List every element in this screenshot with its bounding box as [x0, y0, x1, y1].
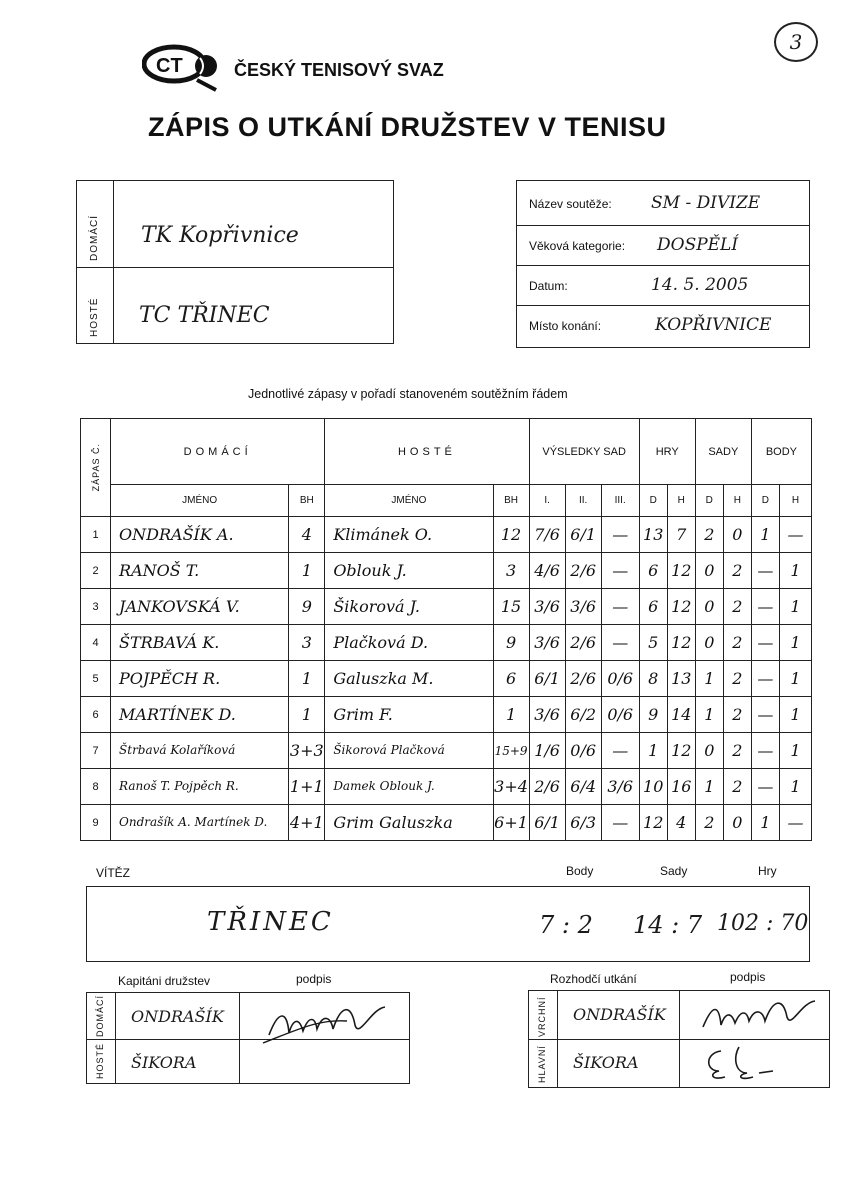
set2-score: 6/4 [565, 769, 601, 805]
winner-box [86, 886, 810, 962]
home-name: RANOŠ T. [111, 553, 289, 589]
page-number: 3 [789, 30, 803, 54]
games-home: 6 [639, 553, 667, 589]
sets-home: 2 [695, 805, 723, 841]
games-guest: 12 [667, 625, 695, 661]
sets-guest: 2 [723, 733, 751, 769]
games-guest: 12 [667, 589, 695, 625]
table-row [81, 697, 812, 733]
sets-home: 0 [695, 733, 723, 769]
referees-sign-label: podpis [730, 970, 766, 984]
sets-guest: 0 [723, 517, 751, 553]
home-name: Ondrašík A. Martínek D. [111, 805, 289, 841]
sub-games-h: H [667, 485, 695, 517]
set2-score: 6/1 [565, 517, 601, 553]
winner-sets-label: Sady [660, 864, 688, 878]
guest-bh: 3 [493, 553, 529, 589]
sub-name-guest: JMÉNO [325, 485, 493, 517]
sub-bh-guest: BH [493, 485, 529, 517]
set2-score: 3/6 [565, 589, 601, 625]
teams-box [76, 180, 394, 344]
games-guest: 16 [667, 769, 695, 805]
sub-set3: III. [601, 485, 639, 517]
table-row [81, 661, 812, 697]
table-row [81, 553, 812, 589]
games-home: 8 [639, 661, 667, 697]
org-name: ČESKÝ TENISOVÝ SVAZ [234, 60, 444, 80]
table-row [81, 769, 812, 805]
games-home: 9 [639, 697, 667, 733]
match-info-box [516, 180, 810, 348]
place-label: Místo konání: [529, 319, 602, 333]
set3-score: 0/6 [601, 661, 639, 697]
guest-bh: 15+9 [493, 733, 529, 769]
referees-label: Rozhodčí utkání [550, 972, 637, 986]
games-home: 1 [639, 733, 667, 769]
col-guest: HOSTÉ [325, 419, 529, 485]
games-guest: 12 [667, 553, 695, 589]
guest-name: Klimánek O. [325, 517, 493, 553]
referee-chief-name: ONDRAŠÍK [573, 1005, 666, 1024]
winner-points: 7 : 2 [539, 911, 593, 939]
set1-score: 2/6 [529, 769, 565, 805]
guest-bh: 6 [493, 661, 529, 697]
competition-label: Název soutěže: [529, 197, 612, 211]
points-home: — [751, 625, 779, 661]
sub-sets-d: D [695, 485, 723, 517]
competition-value: SM - DIVIZE [651, 193, 761, 213]
sub-games-d: D [639, 485, 667, 517]
games-home: 5 [639, 625, 667, 661]
home-name: POJPĚCH R. [111, 661, 289, 697]
sets-guest: 0 [723, 805, 751, 841]
points-home: — [751, 769, 779, 805]
guest-bh: 12 [493, 517, 529, 553]
referee-chief-label: VRCHNÍ [537, 996, 547, 1037]
guest-name: Grim F. [325, 697, 493, 733]
home-name: JANKOVSKÁ V. [111, 589, 289, 625]
col-match-no: ZÁPAS Č. [90, 443, 101, 492]
games-home: 12 [639, 805, 667, 841]
match-no: 8 [81, 769, 111, 805]
home-bh: 1 [289, 553, 325, 589]
sub-points-d: D [751, 485, 779, 517]
guest-name: Šikorová J. [325, 589, 493, 625]
points-guest: 1 [779, 589, 811, 625]
home-name: Štrbavá Kolaříková [111, 733, 289, 769]
sub-name-home: JMÉNO [111, 485, 289, 517]
place-value: KOPŘIVNICE [655, 315, 772, 335]
sub-set1: I. [529, 485, 565, 517]
sets-home: 0 [695, 553, 723, 589]
set1-score: 3/6 [529, 625, 565, 661]
col-points: BODY [751, 419, 811, 485]
set3-score: — [601, 517, 639, 553]
matches-table [80, 418, 812, 841]
home-team-name: TK Kopřivnice [141, 223, 299, 248]
home-name: ONDRAŠÍK A. [111, 517, 289, 553]
points-guest: 1 [779, 733, 811, 769]
match-no: 3 [81, 589, 111, 625]
home-bh: 3+3 [289, 733, 325, 769]
set1-score: 4/6 [529, 553, 565, 589]
guest-bh: 15 [493, 589, 529, 625]
points-guest: 1 [779, 625, 811, 661]
home-bh: 4+1 [289, 805, 325, 841]
points-home: 1 [751, 805, 779, 841]
col-results: VÝSLEDKY SAD [529, 419, 639, 485]
guest-name: Šikorová Plačková [325, 733, 493, 769]
home-label: DOMÁCÍ [89, 215, 100, 261]
guest-bh: 1 [493, 697, 529, 733]
guest-name: Grim Galuszka [325, 805, 493, 841]
set3-score: — [601, 589, 639, 625]
match-no: 1 [81, 517, 111, 553]
guest-name: Galuszka M. [325, 661, 493, 697]
guest-bh: 6+1 [493, 805, 529, 841]
logo [142, 42, 222, 92]
table-row [81, 625, 812, 661]
sets-home: 2 [695, 517, 723, 553]
svg-text:CT: CT [156, 55, 183, 77]
games-home: 13 [639, 517, 667, 553]
sub-bh-home: BH [289, 485, 325, 517]
captain-guest-label: HOSTÉ [95, 1042, 105, 1079]
sets-home: 1 [695, 661, 723, 697]
set3-score: 3/6 [601, 769, 639, 805]
table-row [81, 517, 812, 553]
set1-score: 3/6 [529, 589, 565, 625]
set2-score: 0/6 [565, 733, 601, 769]
match-no: 7 [81, 733, 111, 769]
set2-score: 2/6 [565, 625, 601, 661]
match-no: 6 [81, 697, 111, 733]
guest-name: Damek Oblouk J. [325, 769, 493, 805]
match-no: 5 [81, 661, 111, 697]
winner-points-label: Body [566, 864, 594, 878]
set3-score: — [601, 733, 639, 769]
winner-label: VÍTĚZ [96, 866, 131, 880]
points-guest: 1 [779, 553, 811, 589]
games-home: 6 [639, 589, 667, 625]
points-guest: 1 [779, 697, 811, 733]
match-no: 2 [81, 553, 111, 589]
referee-chief-signature [695, 995, 821, 1039]
date-value: 14. 5. 2005 [651, 275, 749, 295]
set1-score: 1/6 [529, 733, 565, 769]
set2-score: 6/3 [565, 805, 601, 841]
matches-caption: Jednotlivé zápasy v pořadí stanoveném soutěžním řádem [248, 387, 568, 401]
captain-home-name: ONDRAŠÍK [131, 1007, 224, 1026]
sets-guest: 2 [723, 661, 751, 697]
referee-main-name: ŠIKORA [573, 1053, 639, 1072]
home-bh: 3 [289, 625, 325, 661]
sets-guest: 2 [723, 769, 751, 805]
points-home: 1 [751, 517, 779, 553]
page-number-circle [774, 22, 818, 62]
sets-guest: 2 [723, 697, 751, 733]
captain-guest-name: ŠIKORA [131, 1053, 197, 1072]
home-name: MARTÍNEK D. [111, 697, 289, 733]
set1-score: 6/1 [529, 805, 565, 841]
captain-home-label: DOMÁCÍ [95, 995, 105, 1037]
guest-name: Plačková D. [325, 625, 493, 661]
points-guest: — [779, 805, 811, 841]
points-home: — [751, 697, 779, 733]
set3-score: — [601, 553, 639, 589]
games-home: 10 [639, 769, 667, 805]
winner-games-label: Hry [758, 864, 777, 878]
set1-score: 6/1 [529, 661, 565, 697]
home-bh: 1 [289, 661, 325, 697]
games-guest: 13 [667, 661, 695, 697]
games-guest: 14 [667, 697, 695, 733]
sets-guest: 2 [723, 625, 751, 661]
table-row [81, 805, 812, 841]
match-no: 4 [81, 625, 111, 661]
col-games: HRY [639, 419, 695, 485]
set1-score: 7/6 [529, 517, 565, 553]
captain-signature [259, 999, 399, 1049]
guest-bh: 9 [493, 625, 529, 661]
table-row [81, 589, 812, 625]
home-bh: 9 [289, 589, 325, 625]
sub-set2: II. [565, 485, 601, 517]
winner-team: TŘINEC [207, 907, 334, 937]
guest-name: Oblouk J. [325, 553, 493, 589]
games-guest: 12 [667, 733, 695, 769]
set3-score: 0/6 [601, 697, 639, 733]
points-home: — [751, 733, 779, 769]
set2-score: 2/6 [565, 553, 601, 589]
sets-home: 0 [695, 589, 723, 625]
set3-score: — [601, 625, 639, 661]
sets-home: 1 [695, 769, 723, 805]
age-value: DOSPĚLÍ [657, 235, 739, 255]
home-bh: 1 [289, 697, 325, 733]
col-home: DOMÁCÍ [111, 419, 325, 485]
points-home: — [751, 553, 779, 589]
winner-games: 102 : 70 [717, 911, 809, 936]
table-row [81, 733, 812, 769]
sub-points-h: H [779, 485, 811, 517]
date-label: Datum: [529, 279, 568, 293]
home-bh: 4 [289, 517, 325, 553]
home-name: Ranoš T. Pojpěch R. [111, 769, 289, 805]
guest-bh: 3+4 [493, 769, 529, 805]
points-guest: 1 [779, 661, 811, 697]
sets-home: 0 [695, 625, 723, 661]
set2-score: 6/2 [565, 697, 601, 733]
winner-sets: 14 : 7 [633, 911, 703, 939]
sub-sets-h: H [723, 485, 751, 517]
captains-box [86, 992, 410, 1084]
home-name: ŠTRBAVÁ K. [111, 625, 289, 661]
points-home: — [751, 661, 779, 697]
form-title: ZÁPIS O UTKÁNÍ DRUŽSTEV V TENISU [148, 112, 667, 142]
match-no: 9 [81, 805, 111, 841]
home-bh: 1+1 [289, 769, 325, 805]
games-guest: 7 [667, 517, 695, 553]
sets-guest: 2 [723, 589, 751, 625]
games-guest: 4 [667, 805, 695, 841]
sets-home: 1 [695, 697, 723, 733]
referee-main-label: HLAVNÍ [537, 1045, 547, 1083]
age-label: Věková kategorie: [529, 239, 626, 253]
points-guest: — [779, 517, 811, 553]
captains-sign-label: podpis [296, 972, 332, 986]
set1-score: 3/6 [529, 697, 565, 733]
captains-label: Kapitáni družstev [118, 974, 211, 988]
guest-label: HOSTÉ [89, 297, 100, 337]
set2-score: 2/6 [565, 661, 601, 697]
guest-team-name: TC TŘINEC [139, 303, 270, 328]
sets-guest: 2 [723, 553, 751, 589]
referee-main-signature [699, 1043, 779, 1083]
points-home: — [751, 589, 779, 625]
referees-box [528, 990, 830, 1088]
col-sets: SADY [695, 419, 751, 485]
set3-score: — [601, 805, 639, 841]
points-guest: 1 [779, 769, 811, 805]
